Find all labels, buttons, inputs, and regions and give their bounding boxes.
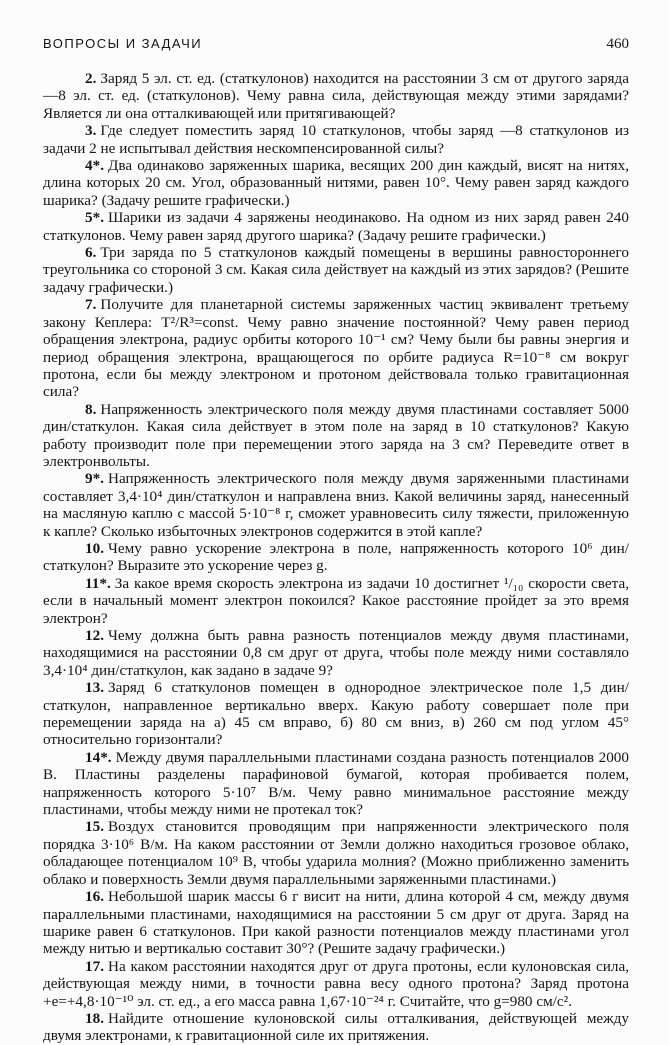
- problem-12: [43, 627, 629, 679]
- problem-text: Чему равно ускорение электрона в поле, напряженность которого 10⁶ дин/статкулон? Выразите это ускорение через g.: [43, 539, 629, 575]
- problem-list: [43, 70, 629, 1045]
- problem-5: [43, 209, 629, 244]
- problem-text: За какое время скорость электрона из задачи 10 достигнет ¹/₁₀ скорости света, если в начальный момент электрон покоился? Какое расстояние пройдет за это время электрон?: [43, 574, 629, 627]
- problem-text: Заряд 5 эл. ст. ед. (статкулонов) находится на расстоянии 3 см от другого заряда—8 эл. ст. ед. (статкулонов). Чему равна сила, действующая между этими зарядами? Является ли она отталкивающей или притягивающей?: [43, 70, 629, 122]
- problem-number: 16.: [85, 888, 104, 906]
- problem-text: Найдите отношение кулоновской силы отталкивания, действующей между двумя электронами, к гравитационной силе их притяжения.: [43, 1009, 629, 1045]
- problem-8: [43, 401, 629, 471]
- problem-7: [43, 296, 629, 400]
- problem-2: [43, 70, 629, 122]
- problem-number: 2.: [85, 70, 97, 87]
- problem-number: 11*.: [85, 574, 111, 592]
- book-page: [43, 36, 629, 1045]
- section-title: ВОПРОСЫ И ЗАДАЧИ: [43, 36, 203, 51]
- problem-number: 14*.: [85, 748, 112, 766]
- problem-11: [43, 575, 629, 627]
- problem-text: Три заряда по 5 статкулонов каждый помещены в вершины равностороннего треугольника со стороной 3 см. Какая сила действует на каждый из этих зарядов? (Решите задачу графически.): [43, 244, 629, 296]
- problem-6: [43, 244, 629, 296]
- problem-number: 13.: [85, 679, 104, 697]
- problem-text: Получите для планетарной системы заряженных частиц эквивалент третьему закону Кеплера: T²/R³=const. Чему равно значение постоянной? Чему равен период обращения электрона, радиус орбиты которого 10⁻¹ см? Чему были бы равны энергия и период обращения электрона, вращающегося по орбите радиуса R=10⁻⁸ см вокруг протона, если бы между электроном и протоном действовала только гравитационная сила?: [43, 296, 629, 401]
- problem-number: 6.: [85, 244, 97, 262]
- problem-number: 7.: [85, 296, 97, 314]
- problem-10: [43, 540, 629, 575]
- problem-text: Напряженность электрического поля между двумя пластинами составляет 5000 дин/статкулон. Какая сила действует в этом поле на заряд в 10 статкулонов? Какую работу производит поле при перемещении этого заряда на 3 см? Переведите ответ в электронвольты.: [43, 400, 629, 470]
- problem-text: Воздух становится проводящим при напряженности электрического поля порядка 3·10⁶ В/м. На каком расстоянии от Земли должно находиться грозовое облако, обладающее потенциалом 10⁹ В, чтобы ударила молния? (Можно приближенно заменить облако и поверхность Земли двумя параллельными заряженными пластинами.): [43, 818, 629, 888]
- problem-18: [43, 1010, 629, 1045]
- problem-3: [43, 122, 629, 157]
- problem-9: [43, 470, 629, 540]
- problem-15: [43, 818, 629, 888]
- problem-text: Между двумя параллельными пластинами создана разность потенциалов 2000 В. Пластины разделены парафиновой бумагой, которая пробивается полем, напряженность которого 5·10⁷ В/м. Чему равно минимальное расстояние между пластинами, чтобы между ними не протекал ток?: [43, 748, 629, 819]
- problem-number: 10.: [85, 539, 104, 557]
- problem-number: 8.: [85, 400, 97, 418]
- problem-number: 3.: [85, 122, 97, 140]
- problem-number: 15.: [85, 818, 104, 836]
- problem-text: Заряд 6 статкулонов помещен в однородное электрическое поле 1,5 дин/статкулон, направленное вертикально вверх. Какую работу совершает поле при перемещении заряда на а) 45 см вправо, б) 80 см вниз, в) 260 см под углом 45° относительно горизонтали?: [43, 679, 629, 749]
- problem-text: Небольшой шарик массы 6 г висит на нити, длина которой 4 см, между двумя параллельными пластинами, находящимися на расстоянии 5 см друг от друга. Заряд на шарике равен 6 статкулонов. При какой разности потенциалов между пластинами угол между нитью и вертикалью составит 30°? (Решите задачу графически.): [43, 888, 629, 958]
- page-number: 460: [606, 36, 629, 52]
- problem-text: Чему должна быть равна разность потенциалов между двумя пластинами, находящимися на расстоянии 0,8 см друг от друга, чтобы поле между ними составляло 3,4·10⁴ дин/статкулон, как задано в задаче 9?: [43, 627, 629, 679]
- problem-number: 9*.: [85, 470, 104, 488]
- problem-text: Где следует поместить заряд 10 статкулонов, чтобы заряд —8 статкулонов из задачи 2 не испытывал действия нескомпенсированной силы?: [43, 122, 629, 157]
- problem-4: [43, 157, 629, 209]
- problem-number: 12.: [85, 627, 104, 644]
- problem-number: 5*.: [85, 209, 104, 227]
- running-head: [43, 36, 629, 60]
- problem-text: Напряженность электрического поля между двумя заряженными пластинами составляет 3,4·10⁴ дин/статкулон и направлена вниз. Какой величины заряд, нанесенный на масляную каплю с массой 5·10⁻⁸ г, сможет уравновесить силу тяжести, приложенную к капле? Сколько избыточных электронов содержится в этой капле?: [43, 470, 629, 540]
- problem-14: [43, 749, 629, 819]
- problem-13: [43, 679, 629, 749]
- problem-number: 18.: [85, 1009, 104, 1027]
- problem-text: Два одинаково заряженных шарика, весящих 200 дин каждый, висят на нитях, длина которых 20 см. Угол, образованный нитями, равен 10°. Чему равен заряд каждого шарика? (Задачу решите графически.): [43, 157, 629, 209]
- problem-text: На каком расстоянии находятся друг от друга протоны, если кулоновская сила, действующая между ними, в точности равна весу одного протона? Заряд протона +e=+4,8·10⁻¹⁰ эл. ст. ед., а его масса равна 1,67·10⁻²⁴ г. Считайте, что g=980 см/с².: [43, 957, 629, 1010]
- problem-text: Шарики из задачи 4 заряжены неодинаково. На одном из них заряд равен 240 статкулонов. Чему равен заряд другого шарика? (Задачу решите графически.): [43, 209, 629, 244]
- problem-17: [43, 958, 629, 1010]
- problem-number: 4*.: [85, 157, 104, 175]
- problem-number: 17.: [85, 957, 104, 975]
- problem-16: [43, 888, 629, 958]
